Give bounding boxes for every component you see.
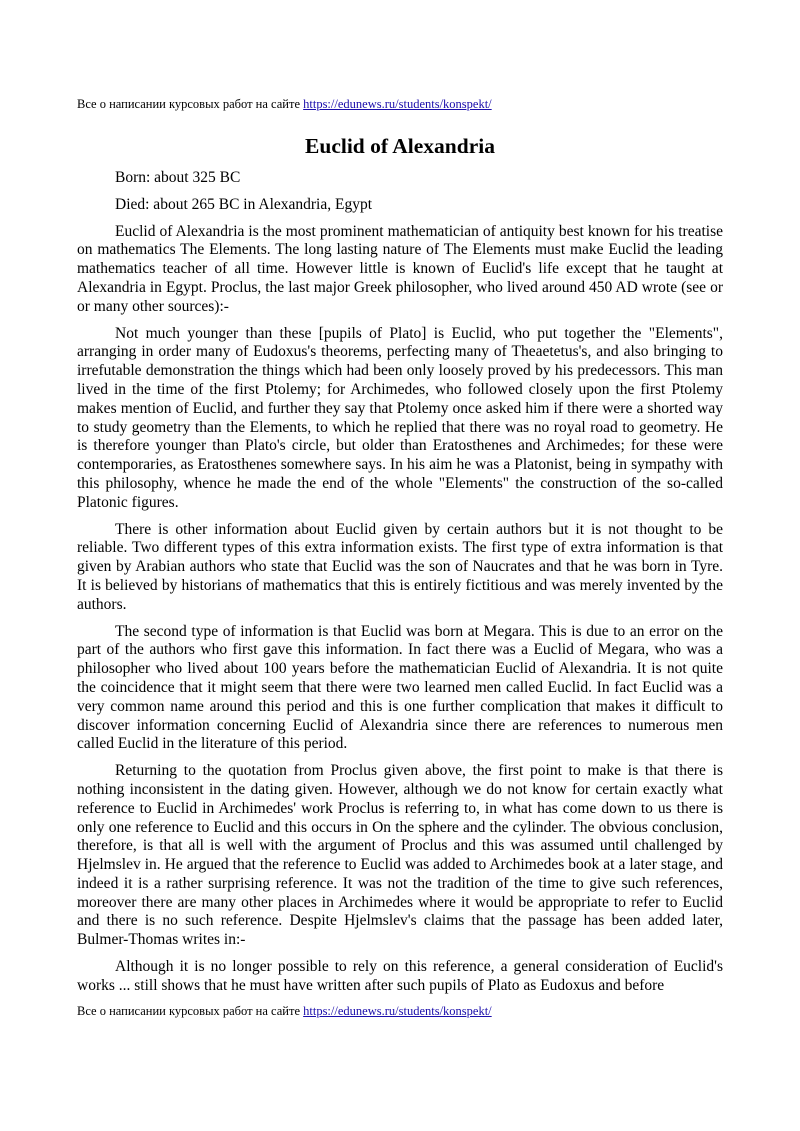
document-body [77,134,723,1004]
paragraph-3: There is other information about Euclid given by certain authors but it is not thought to be reliable. Two different types of this extra information exists. The first type of extra information is that given by Arabian authors who state that Euclid was the son of Naucrates and that he was born in Tyre. It is believed by historians of mathematics that this is entirely fictitious and was merely invented by the authors. [77,520,723,613]
paragraph-2: Not much younger than these [pupils of Plato] is Euclid, who put together the "Elements", arranging in order many of Eudoxus's theorems, perfecting many of Theaetetus's, and also bringing to irrefutable demonstration the things which had been only loosely proved by his predecessors. This man lived in the time of the first Ptolemy; for Archimedes, who followed closely upon the first Ptolemy makes mention of Euclid, and further they say that Ptolemy once asked him if there were a shorted way to study geometry than the Elements, to which he replied that there was no royal road to geometry. He is therefore younger than Plato's circle, but older than Eratosthenes and Archimedes; for these were contemporaries, as Eratosthenes somewhere says. In his aim he was a Platonist, being in sympathy with this philosophy, whence he made the end of the whole "Elements" the construction of the so-called Platonic figures. [77,324,723,511]
born-line: Born: about 325 BC [115,169,241,186]
paragraph-1: Euclid of Alexandria is the most prominent mathematician of antiquity best known for his treatise on mathematics The Elements. The long lasting nature of The Elements must make Euclid the leading mathematics teacher of all time. However little is known of Euclid's life except that he taught at Alexandria in Egypt. Proclus, the last major Greek philosopher, who lived around 450 AD wrote (see or or many other sources):- [77,222,723,315]
header-text: Все о написании курсовых работ на сайте [77,97,304,111]
header-link[interactable]: https://edunews.ru/students/konspekt/ [303,97,492,111]
page-title: Euclid of Alexandria [305,134,495,158]
paragraph-4: The second type of information is that Euclid was born at Megara. This is due to an error on the part of the authors who first gave this information. In fact there was a Euclid of Megara, who was a philosopher who lived about 100 years before the mathematician Euclid of Alexandria. It is not quite the coincidence that it might seem that there were two learned men called Euclid. In fact Euclid was a very common name around this period and this is one further complication that makes it difficult to discover information concerning Euclid of Alexandria since there are references to numerous men called Euclid in the literature of this period. [77,622,723,753]
footer-text: Все о написании курсовых работ на сайте [77,1004,304,1018]
died-line: Died: about 265 BC in Alexandria, Egypt [115,195,373,213]
page-footer [77,1004,492,1019]
footer-link[interactable]: https://edunews.ru/students/konspekt/ [303,1004,492,1018]
page-header [77,97,492,112]
paragraph-6: Although it is no longer possible to rely on this reference, a general consideration of Euclid's works ... still shows that he must have written after such pupils of Plato as Eudoxus and before [77,958,723,994]
paragraph-5: Returning to the quotation from Proclus given above, the first point to make is that there is nothing inconsistent in the dating given. However, although we do not know for certain exactly what reference to Euclid in Archimedes' work Proclus is referring to, in what has come down to us there is only one reference to Euclid and this occurs in On the sphere and the cylinder. The obvious conclusion, therefore, is that all is well with the argument of Proclus and this was assumed until challenged by Hjelmslev in. He argued that the reference to Euclid was added to Archimedes book at a later stage, and indeed it is a rather surprising reference. It was not the tradition of the time to give such references, moreover there are many other places in Archimedes where it would be appropriate to refer to Euclid and there is no such reference. Despite Hjelmslev's claims that the passage has been added later, Bulmer-Thomas writes in:- [77,762,723,949]
